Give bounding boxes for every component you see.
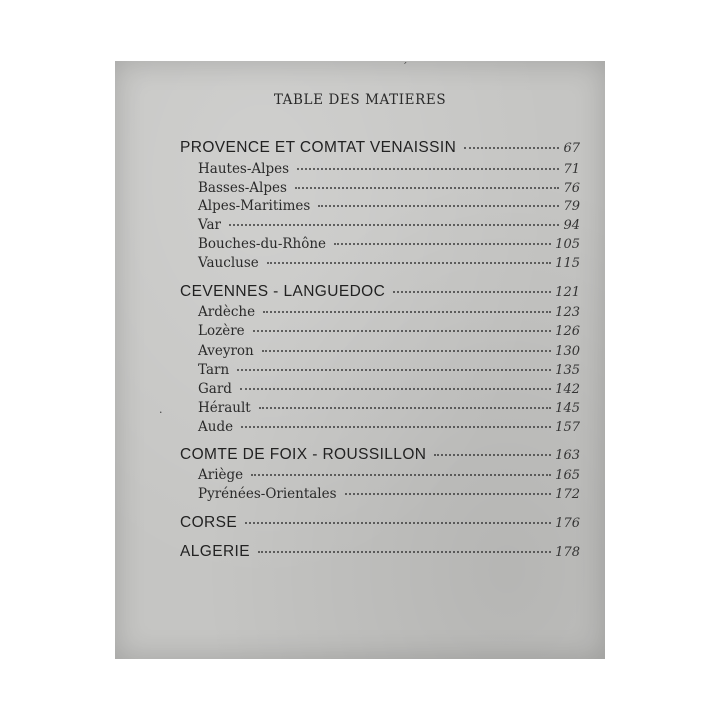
page-number: 115 bbox=[555, 256, 580, 271]
page-number: 123 bbox=[555, 305, 580, 320]
toc-entry[interactable] bbox=[198, 419, 580, 435]
toc-entry[interactable] bbox=[198, 400, 580, 416]
page-number: 71 bbox=[563, 162, 580, 177]
toc-entry[interactable] bbox=[198, 180, 580, 196]
dot-leader bbox=[251, 474, 551, 476]
dot-leader bbox=[345, 493, 552, 495]
pencil-mark-decoration: ˊ bbox=[402, 61, 408, 74]
entry-label: Ariège bbox=[198, 467, 244, 483]
page-number: 172 bbox=[555, 487, 580, 502]
dot-leader bbox=[237, 369, 551, 371]
toc-section[interactable] bbox=[180, 514, 580, 532]
section-title: CORSE bbox=[180, 514, 238, 531]
dot-leader bbox=[434, 454, 551, 456]
dot-leader bbox=[240, 388, 551, 390]
dot-leader bbox=[297, 168, 559, 170]
toc-entry[interactable] bbox=[198, 255, 580, 271]
toc-entry[interactable] bbox=[198, 381, 580, 397]
toc-entry[interactable] bbox=[198, 467, 580, 483]
section-title: COMTE DE FOIX - ROUSSILLON bbox=[180, 446, 427, 463]
dot-leader bbox=[318, 205, 559, 207]
toc-entry[interactable] bbox=[198, 236, 580, 252]
dot-leader bbox=[245, 522, 551, 524]
dot-leader bbox=[295, 187, 560, 189]
dot-leader bbox=[262, 350, 551, 352]
dot-leader bbox=[334, 243, 551, 245]
entry-label: Lozère bbox=[198, 323, 245, 339]
page-number: 176 bbox=[555, 516, 580, 531]
page-number: 157 bbox=[555, 420, 580, 435]
page-number: 130 bbox=[555, 344, 580, 359]
page-title: TABLE DES MATIERES bbox=[273, 92, 447, 108]
entry-label: Aude bbox=[198, 419, 234, 435]
page-number: 105 bbox=[555, 237, 580, 252]
page-number: 142 bbox=[555, 382, 580, 397]
dot-leader bbox=[259, 407, 551, 409]
book-page bbox=[115, 61, 605, 659]
page-number: 79 bbox=[563, 199, 580, 214]
page-number: 94 bbox=[563, 218, 580, 233]
toc-entry[interactable] bbox=[198, 323, 580, 339]
toc-entry[interactable] bbox=[198, 486, 580, 502]
toc-entry[interactable] bbox=[198, 161, 580, 177]
toc-section[interactable] bbox=[180, 283, 580, 301]
page-number: 121 bbox=[555, 285, 580, 300]
dot-leader bbox=[263, 311, 551, 313]
dot-leader bbox=[229, 224, 559, 226]
entry-label: Hautes-Alpes bbox=[198, 161, 290, 177]
dot-leader bbox=[464, 147, 559, 149]
toc-section[interactable] bbox=[180, 543, 580, 561]
entry-label: Alpes-Maritimes bbox=[198, 198, 311, 214]
page-speck-decoration: · bbox=[159, 406, 163, 419]
page-number: 165 bbox=[555, 468, 580, 483]
dot-leader bbox=[241, 426, 551, 428]
page-number: 126 bbox=[555, 324, 580, 339]
toc-entry[interactable] bbox=[198, 362, 580, 378]
toc-entry[interactable] bbox=[198, 198, 580, 214]
dot-leader bbox=[267, 262, 551, 264]
entry-label: Hérault bbox=[198, 400, 251, 416]
page-number: 67 bbox=[563, 141, 580, 156]
entry-label: Gard bbox=[198, 381, 232, 397]
page-number: 178 bbox=[555, 545, 580, 560]
page-number: 163 bbox=[555, 448, 580, 463]
section-title: PROVENCE ET COMTAT VENAISSIN bbox=[180, 139, 457, 156]
entry-label: Aveyron bbox=[198, 343, 254, 359]
entry-label: Pyrénées-Orientales bbox=[198, 486, 337, 502]
dot-leader bbox=[393, 291, 551, 293]
toc-entry[interactable] bbox=[198, 304, 580, 320]
entry-label: Bouches-du-Rhône bbox=[198, 236, 327, 252]
section-title: CEVENNES - LANGUEDOC bbox=[180, 283, 386, 300]
page-number: 76 bbox=[563, 181, 580, 196]
toc-entry[interactable] bbox=[198, 217, 580, 233]
page-number: 135 bbox=[555, 363, 580, 378]
entry-label: Basses-Alpes bbox=[198, 180, 287, 196]
toc-entry[interactable] bbox=[198, 343, 580, 359]
entry-label: Vaucluse bbox=[198, 255, 259, 271]
dot-leader bbox=[253, 330, 552, 332]
table-of-contents bbox=[115, 61, 605, 659]
toc-section[interactable] bbox=[180, 139, 580, 157]
entry-label: Ardèche bbox=[198, 304, 256, 320]
toc-section[interactable] bbox=[180, 446, 580, 464]
section-title: ALGERIE bbox=[180, 543, 250, 560]
dot-leader bbox=[258, 551, 551, 553]
entry-label: Var bbox=[198, 217, 222, 233]
entry-label: Tarn bbox=[198, 362, 230, 378]
page-number: 145 bbox=[555, 401, 580, 416]
